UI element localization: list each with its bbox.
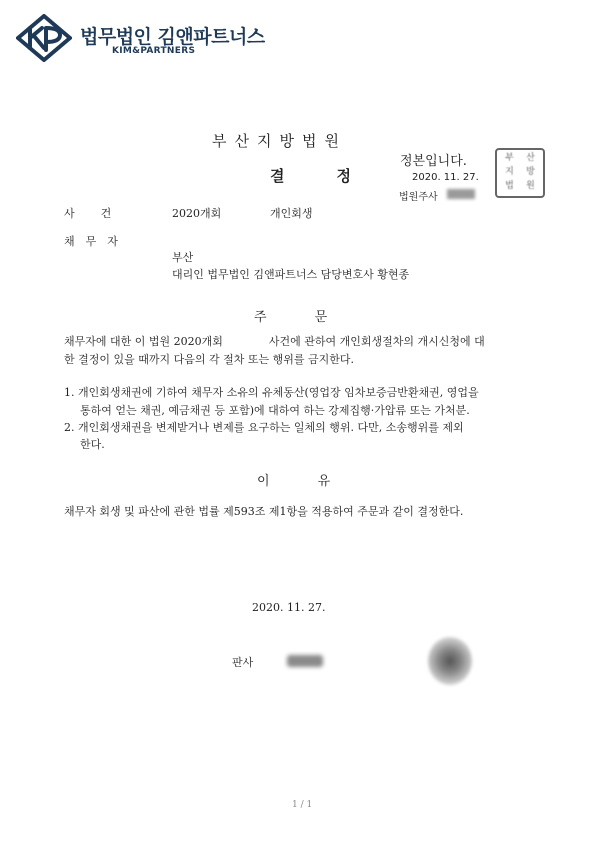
reason-text: 채무자 회생 및 파산에 관한 법률 제593조 제1항을 적용하여 주문과 같이 결정한다. (64, 505, 464, 518)
judge-label: 판사 (232, 656, 254, 669)
order-item-1-line1: 1. 개인회생채권에 기하여 채무자 소유의 유체동산(영업장 임차보증금반환채권, 영업을 (64, 386, 479, 399)
seal-char: 지 (505, 167, 514, 177)
court-seal (495, 148, 545, 198)
judge-seal-redacted (428, 637, 472, 685)
decision-date: 2020. 11. 27. (252, 601, 326, 614)
order-paragraph-line1 (64, 333, 485, 351)
reason-heading-right: 유 (317, 474, 331, 489)
document-type-title (270, 165, 351, 186)
court-title: 부산지방법원 (212, 132, 347, 150)
order-heading-left: 주 (254, 310, 267, 325)
seal-char: 부 (505, 153, 514, 163)
order-item-2-line2: 한다. (80, 438, 105, 451)
debtor-city: 부산 (172, 251, 194, 264)
certification-text: 정본입니다. (400, 154, 467, 169)
seal-char: 원 (526, 181, 535, 191)
page-number: 1 / 1 (292, 800, 313, 810)
document-type-left: 결 (270, 167, 285, 185)
order-heading-right: 문 (314, 310, 328, 325)
debtor-agent: 대리인 법무법인 김앤파트너스 담당변호사 황현종 (172, 268, 410, 281)
seal-char: 산 (526, 153, 535, 163)
case-number: 2020개회 (172, 207, 222, 220)
order-paragraph-line2: 한 결정이 있을 때까지 다음의 각 절차 또는 행위를 금지한다. (64, 353, 354, 366)
case-name: 개인회생 (270, 207, 313, 220)
certification-date: 2020. 11. 27. (412, 172, 479, 183)
order-item-2-line1: 2. 개인회생채권을 변제받거나 변제를 요구하는 일체의 행위. 다만, 소송행위를 제외 (64, 421, 464, 434)
kp-logo-icon (16, 14, 72, 62)
order-paragraph-part-b: 사건에 관하여 개인회생절차의 개시신청에 대 (268, 335, 485, 348)
reason-heading (257, 470, 330, 489)
clerk-label: 법원주사 (399, 192, 438, 203)
seal-char: 법 (505, 181, 514, 191)
debtor-label: 채무자 (64, 235, 129, 248)
firm-name-en: KIM&PARTNERS (112, 46, 196, 56)
judge-name-redacted (287, 655, 323, 667)
case-label: 사건 (64, 207, 138, 220)
reason-heading-left: 이 (257, 474, 270, 489)
document-type-right: 정 (336, 167, 351, 185)
seal-char: 방 (526, 167, 535, 177)
firm-name-kr: 법무법인 김앤파트너스 (80, 26, 265, 48)
clerk-name-redacted (447, 189, 475, 199)
order-heading (254, 306, 327, 325)
order-paragraph-part-a: 채무자에 대한 이 법원 2020개회 (64, 335, 223, 348)
order-item-1-line2: 통하여 얻는 채권, 예금채권 등 포함)에 대하여 하는 강제집행·가압류 또는 가처분. (80, 404, 470, 417)
